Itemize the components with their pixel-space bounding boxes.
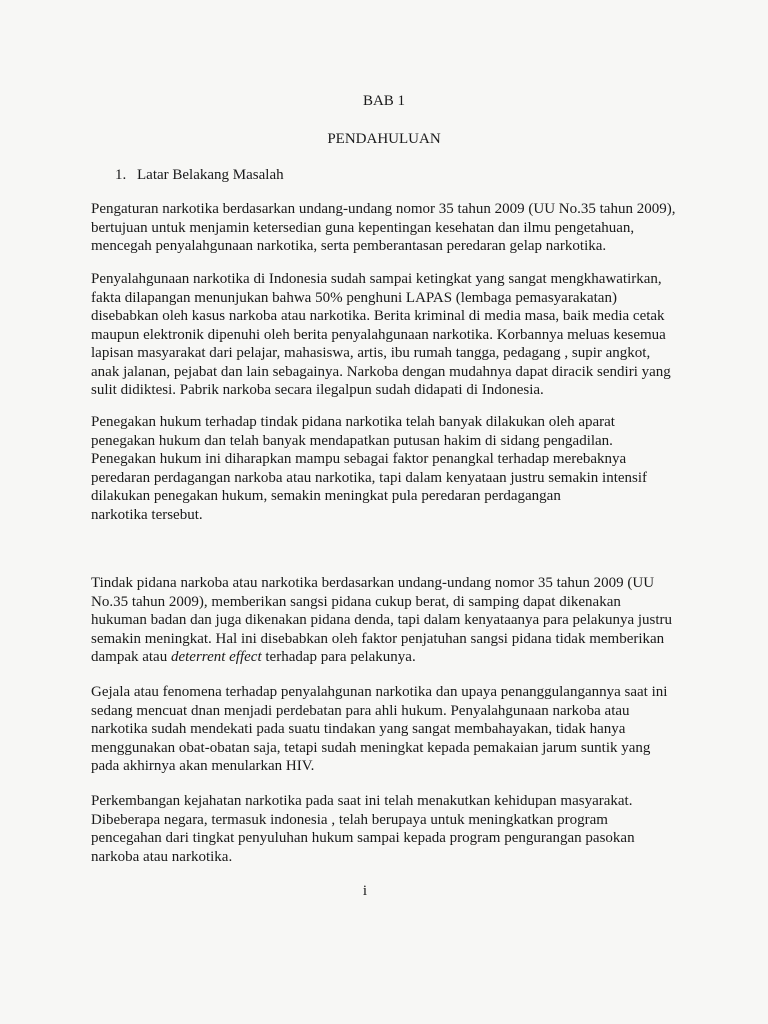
paragraph-last-line [91,648,691,667]
paragraph-2 [91,270,691,400]
paragraph-line: semakin meningkat. Hal ini disebabkan oleh faktor penjatuhan sangsi pidana tidak memberikan [91,630,665,647]
section-heading [115,166,284,184]
paragraph-line: narkotika sudah mendekati pada suatu tindakan yang sangat membahayakan, tidak hanya [91,721,626,737]
paragraph-line: Penegakan hukum terhadap tindak pidana narkotika telah banyak dilakukan oleh aparat [91,414,615,430]
section-number: 1. [115,167,127,183]
paragraph-line: pada akhirnya akan menularkan HIV. [91,758,315,774]
paragraph-3 [91,413,691,524]
paragraph-line: anak jalanan, pejabat dan lain sebagainya. Narkoba dengan mudahnya dapat diracik sendiri yang [91,363,671,380]
paragraph-line: fakta dilapangan menunjukan bahwa 50% penghuni LAPAS (lembaga pemasyarakatan) [91,289,617,306]
paragraph-line: pencegahan dari tingkat penyuluhan hukum sampai kepada program pengurangan pasokan [91,830,635,846]
paragraph-line: Penegakan hukum ini diharapkan mampu sebagai faktor penangkal terhadap merebaknya [91,451,627,467]
paragraph-line: bertujuan untuk menjamin ketersedian guna kepentingan kesehatan dan ilmu pengetahuan, [91,219,635,236]
paragraph-line: Perkembangan kejahatan narkotika pada saat ini telah menakutkan kehidupan masyarakat. [91,793,633,809]
italic-term: deterrent effect [170,649,262,665]
paragraph-line: Gejala atau fenomena terhadap penyalahgunan narkotika dan upaya penanggulangannya saat ini [91,684,668,700]
text-run: dampak atau [91,649,171,665]
text-run: terhadap para pelakunya. [261,649,416,665]
paragraph-1 [91,200,691,256]
paragraph-line: dilakukan penegakan hukum, semakin meningkat pula peredaran perdagangan [91,488,561,504]
paragraph-line: sedang mencuat dnan menjadi perdebatan para ahli hukum. Penyalahgunaan narkoba atau [91,702,630,719]
paragraph-line: menggunakan obat-obatan saja, tetapi sudah meningkat kepada pemakaian jarum suntik yang [91,739,651,756]
paragraph-4 [91,574,691,667]
paragraph-line: No.35 tahun 2009), memberikan sangsi pidana cukup berat, di samping dapat dikenakan [91,593,621,610]
paragraph-line: penegakan hukum dan telah banyak mendapatkan putusan hakim di sidang pengadilan. [91,432,613,449]
page-number: i [362,883,368,899]
paragraph-line: narkoba atau narkotika. [91,848,233,865]
paragraph-line: lapisan masyarakat dari pelajar, mahasiswa, artis, ibu rumah tangga, pedagang , supir angkot, [91,345,651,361]
paragraph-line: Pengaturan narkotika berdasarkan undang-undang nomor 35 tahun 2009 (UU No.35 tahun 2009), [91,201,676,217]
paragraph-line: Dibeberapa negara, termasuk indonesia , telah berupaya untuk meningkatkan program [91,811,608,828]
paragraph-line: Tindak pidana narkoba atau narkotika berdasarkan undang-undang nomor 35 tahun 2009 (UU [91,575,655,591]
paragraph-line: narkotika tersebut. [91,506,203,523]
paragraph-line: hukuman badan dan juga dikenakan pidana denda, tapi dalam kenyataanya para pelakunya justru [91,612,673,628]
paragraph-5 [91,683,691,776]
paragraph-line: mencegah penyalahgunaan narkotika, serta pemberantasan peredaran gelap narkotika. [91,238,607,254]
paragraph-line: sulit didiktesi. Pabrik narkoba secara ilegalpun sudah didapati di Indonesia. [91,382,544,398]
chapter-label: BAB 1 [362,93,406,109]
paragraph-6 [91,792,691,866]
paragraph-line: disebabkan oleh kasus narkoba atau narkotika. Berita kriminal di media masa, baik media cetak [91,308,665,324]
paragraph-line: maupun elektronik dipenuhi oleh berita penyalahgunaan narkotika. Korbannya meluas kesemua [91,326,666,343]
chapter-title: PENDAHULUAN [327,131,441,147]
section-title: Latar Belakang Masalah [137,167,284,183]
paragraph-line: Penyalahgunaan narkotika di Indonesia sudah sampai ketingkat yang sangat mengkhawatirkan, [91,271,662,287]
paragraph-line: peredaran perdagangan narkoba atau narkotika, tapi dalam kenyataan justru semakin intensif [91,469,648,486]
